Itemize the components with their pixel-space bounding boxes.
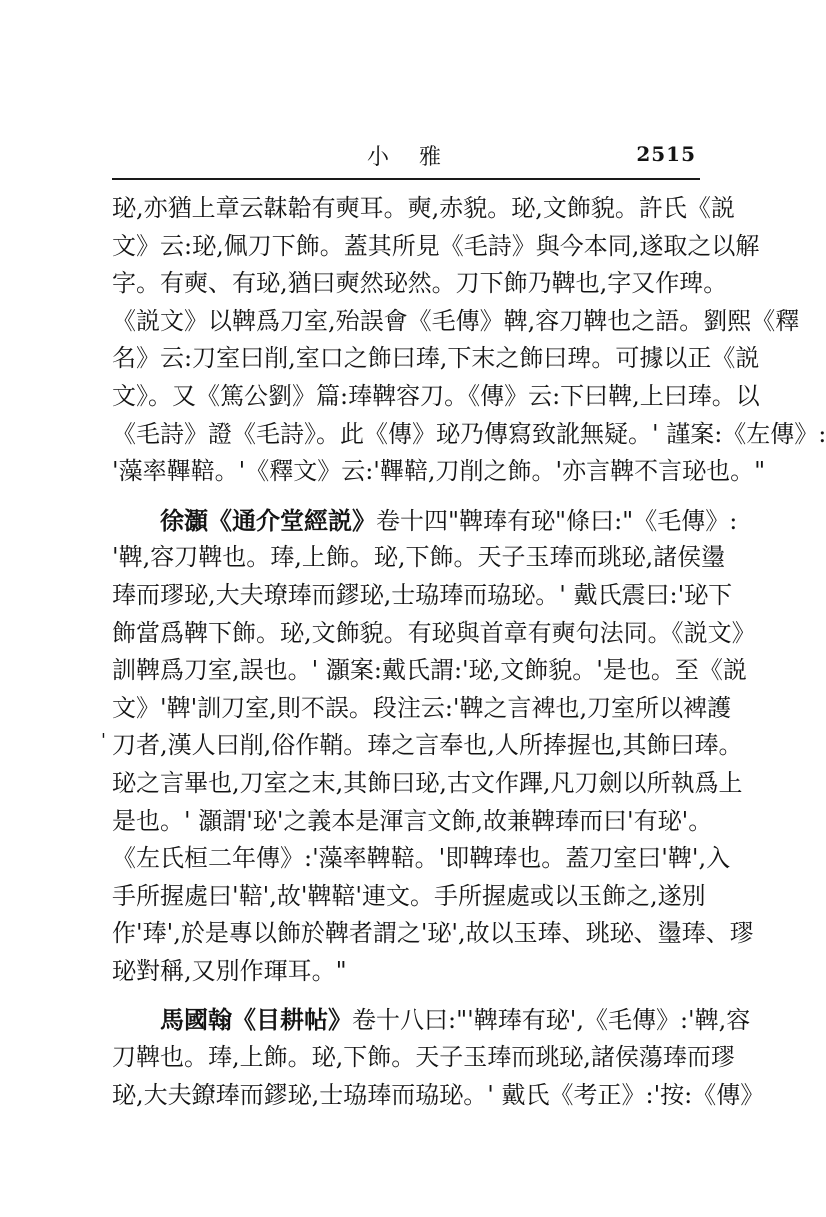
text-line: 作'琫',於是專以飾於鞞者謂之'珌',故以玉琫、珧珌、璗琫、璆 <box>112 919 754 948</box>
margin-mark: ' <box>101 730 106 751</box>
page-number: 2515 <box>636 142 696 166</box>
section-title: 小雅 <box>367 145 472 170</box>
text-line: 文》。又《篤公劉》篇:琫鞞容刀。《傳》云:下曰鞞,上曰琫。以 <box>112 381 760 410</box>
paragraph-commentary <box>112 190 826 491</box>
text-line: 名》云:刀室曰削,室口之飾曰琫,下末之飾曰琕。可據以正《説 <box>112 344 760 373</box>
text-line-first <box>112 1001 751 1039</box>
text-line: 《説文》以鞞爲刀室,殆誤會《毛傳》鞞,容刀鞞也之語。劉熙《釋 <box>112 306 800 335</box>
text-line: 《左氏桓二年傳》:'藻率鞞鞛。'即鞞琫也。蓋刀室曰'鞞',入 <box>112 844 731 873</box>
source-citation: 徐灝《通介堂經説》 <box>160 505 376 535</box>
text-line: 是也。' 灝謂'珌'之義本是渾言文飾,故兼鞞琫而曰'有珌'。 <box>112 806 713 835</box>
text-line: 珌對稱,又別作琿耳。" <box>112 956 347 985</box>
text-line: 《毛詩》證《毛詩》。此《傳》珌乃傳寫致訛無疑。' 謹案:《左傳》: <box>112 419 826 448</box>
text-line: 琫而璆珌,大夫璙琫而鏐珌,士珕琫而珕珌。' 戴氏震曰:'珌下 <box>112 580 733 609</box>
paragraph-xu-hao <box>112 502 756 991</box>
running-header <box>112 138 700 180</box>
text-line: 珌,大夫鐐琫而鏐珌,士珕琫而珕珌。' 戴氏《考正》:'按:《傳》 <box>112 1080 765 1109</box>
text-line: 文》云:珌,佩刀下飾。蓋其所見《毛詩》與今本同,遂取之以解 <box>112 231 760 260</box>
paragraph-ma-guohan <box>112 1001 765 1114</box>
text-line: 珌之言畢也,刀室之末,其飾曰珌,古文作蹕,凡刀劍以所執爲上 <box>112 768 743 797</box>
source-citation: 馬國翰《目耕帖》 <box>160 1005 352 1035</box>
text-line-rest: 卷十八曰:"'鞞琫有珌',《毛傳》:'鞞,容 <box>352 1006 751 1035</box>
text-line: 文》'鞞'訓刀室,則不誤。段注云:'鞞之言裨也,刀室所以裨護 <box>112 693 732 722</box>
text-line-first <box>112 502 738 540</box>
body-text <box>112 190 826 1114</box>
text-line: 飾當爲鞞下飾。珌,文飾貌。有珌與首章有奭句法同。《説文》 <box>112 618 756 647</box>
text-line: 刀者,漢人曰削,俗作鞘。琫之言奉也,人所捧握也,其飾曰琫。 <box>112 731 743 760</box>
text-line: '鞞,容刀鞞也。琫,上飾。珌,下飾。天子玉琫而珧珌,諸侯璗 <box>112 543 726 572</box>
text-line: 珌,亦猶上章云韎韐有奭耳。奭,赤貌。珌,文飾貌。許氏《説 <box>112 194 735 222</box>
text-line-rest: 卷十四"鞞琫有珌"條曰:"《毛傳》: <box>376 506 738 535</box>
text-line: '藻率鞸鞛。'《釋文》云:'鞸鞛,刀削之飾。'亦言鞞不言珌也。" <box>112 457 766 486</box>
text-line: 字。有奭、有珌,猶曰奭然珌然。刀下飾乃鞞也,字又作琕。 <box>112 269 728 298</box>
text-line: 訓鞞爲刀室,誤也。' 灝案:戴氏謂:'珌,文飾貌。'是也。至《説 <box>112 656 747 685</box>
text-line: 刀鞞也。琫,上飾。珌,下飾。天子玉琫而珧珌,諸侯蕩琫而璆 <box>112 1043 735 1072</box>
text-line: 手所握處曰'鞛',故'鞞鞛'連文。手所握處或以玉飾之,遂別 <box>112 881 706 910</box>
